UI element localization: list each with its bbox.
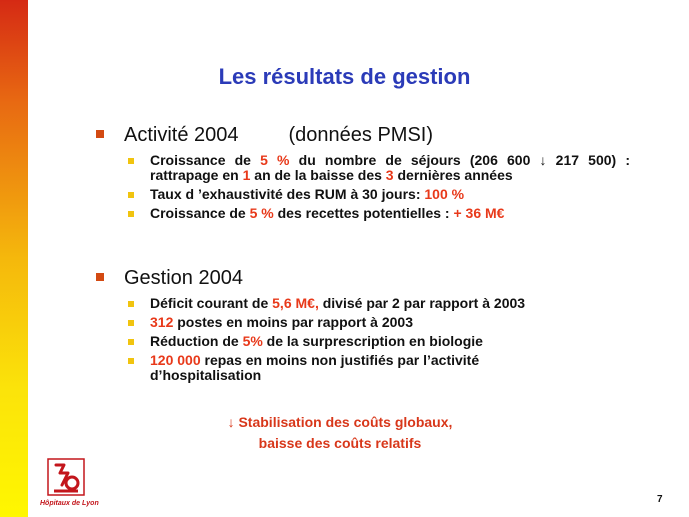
down-arrow-icon: ↓ — [227, 414, 235, 430]
square-bullet-icon — [128, 192, 134, 198]
activite-title: Activité 2004 — [124, 124, 239, 146]
list-item — [96, 315, 630, 330]
square-bullet-icon — [128, 158, 134, 164]
list-item-text: 312 postes en moins par rapport à 2003 — [150, 314, 413, 330]
section-gestion — [96, 267, 630, 383]
list-item — [96, 353, 630, 383]
gestion-heading — [96, 267, 630, 290]
down-arrow-icon: ↓ — [539, 152, 547, 168]
conclusion-line-2: baisse des coûts relatifs — [258, 435, 422, 451]
section-activite — [96, 124, 630, 221]
list-item-text: Croissance de 5 % du nombre de séjours (206 600 ↓ 217 500) : rattrapage en 1 an de la baisse des 3 dernières années — [150, 152, 631, 183]
square-bullet-icon — [96, 273, 104, 281]
gestion-title: Gestion 2004 — [124, 267, 243, 289]
list-item — [96, 153, 630, 183]
slide-title: Les résultats de gestion — [218, 64, 471, 89]
square-bullet-icon — [128, 211, 134, 217]
list-item — [96, 206, 630, 221]
list-item — [96, 187, 630, 202]
list-item-text: Taux d ’exhaustivité des RUM à 30 jours: 100 % — [150, 186, 465, 202]
conclusion-line-1: Stabilisation des coûts globaux, — [234, 414, 453, 430]
hospital-logo-icon — [46, 457, 86, 497]
activite-heading — [96, 124, 630, 147]
page-number: 7 — [657, 494, 663, 505]
square-bullet-icon — [128, 358, 134, 364]
conclusion — [190, 412, 490, 454]
list-item-text: Croissance de 5 % des recettes potentielles : + 36 M€ — [150, 205, 505, 221]
list-item-text: Déficit courant de 5,6 M€, divisé par 2 par rapport à 2003 — [150, 295, 526, 311]
square-bullet-icon — [96, 130, 104, 138]
square-bullet-icon — [128, 339, 134, 345]
list-item-text: 120 000 repas en moins non justifiés par l’activité d’hospitalisation — [150, 352, 480, 383]
list-item — [96, 296, 630, 311]
list-item-text: Réduction de 5% de la surprescription en biologie — [150, 333, 483, 349]
square-bullet-icon — [128, 320, 134, 326]
activite-subtitle: (données PMSI) — [288, 124, 434, 146]
square-bullet-icon — [128, 301, 134, 307]
list-item — [96, 334, 630, 349]
logo-caption: Hôpitaux de Lyon — [40, 500, 99, 507]
